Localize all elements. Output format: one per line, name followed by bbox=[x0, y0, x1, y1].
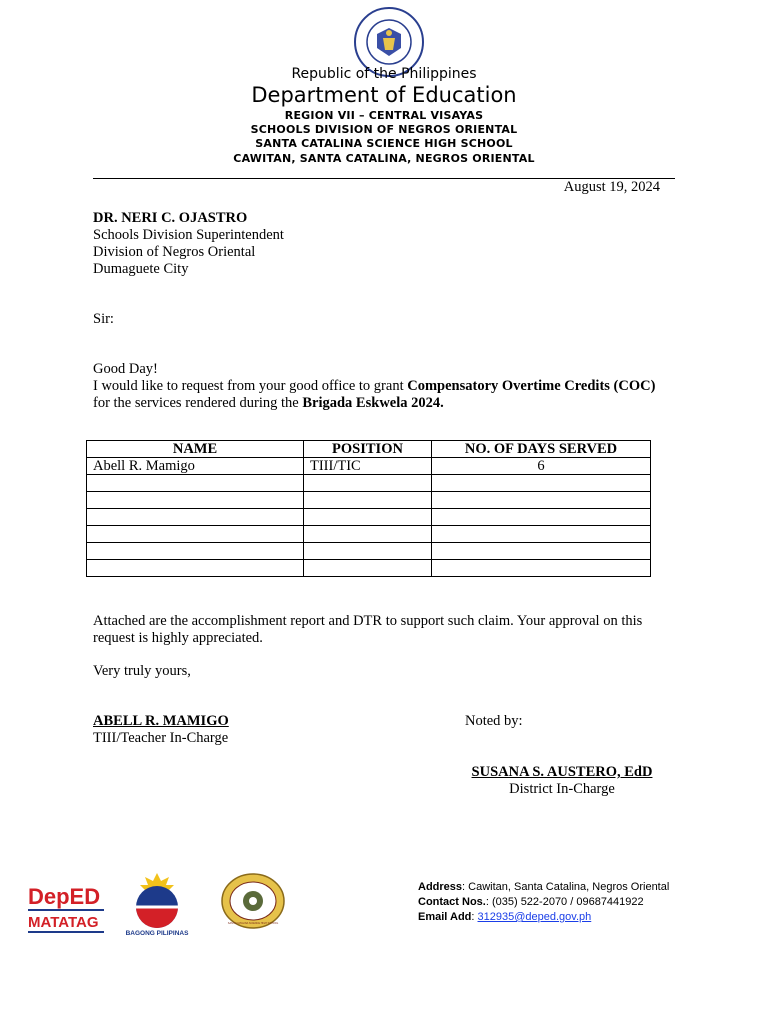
recipient-city: Dumaguete City bbox=[93, 261, 189, 277]
division-line: SCHOOLS DIVISION OF NEGROS ORIENTAL bbox=[250, 123, 518, 137]
footer-contact-nos bbox=[418, 895, 678, 910]
table-row bbox=[87, 475, 651, 492]
email-link[interactable]: 312935@deped.gov.ph bbox=[477, 911, 592, 923]
col-header-days: NO. OF DAYS SERVED bbox=[432, 441, 651, 458]
noted-label: Noted by: bbox=[465, 713, 523, 729]
cell-days bbox=[432, 526, 651, 543]
valediction: Very truly yours, bbox=[93, 663, 191, 679]
footer-email bbox=[418, 910, 678, 925]
address-value: : Cawitan, Santa Catalina, Negros Oriental bbox=[462, 881, 670, 893]
table-row bbox=[87, 560, 651, 577]
bagong-pilipinas-logo bbox=[116, 871, 198, 937]
cell-days bbox=[432, 543, 651, 560]
cell-position bbox=[304, 509, 432, 526]
cell-position bbox=[304, 475, 432, 492]
closing-paragraph: Attached are the accomplishment report and DTR to support such claim. Your approval on this request is highly appreciated. bbox=[93, 613, 643, 646]
header-lines bbox=[0, 109, 768, 166]
school-line: SANTA CATALINA SCIENCE HIGH SCHOOL bbox=[255, 137, 513, 151]
service-table bbox=[86, 440, 651, 577]
cell-name bbox=[87, 509, 304, 526]
table-row bbox=[87, 458, 651, 475]
noted-name: SUSANA S. AUSTERO, EdD bbox=[471, 764, 653, 780]
cell-days bbox=[432, 492, 651, 509]
signatory-name: ABELL R. MAMIGO bbox=[93, 713, 229, 729]
letter-date: August 19, 2024 bbox=[563, 179, 660, 195]
recipient-org: Division of Negros Oriental bbox=[93, 244, 256, 260]
recipient-name: DR. NERI C. OJASTRO bbox=[93, 210, 248, 226]
cell-position bbox=[304, 543, 432, 560]
signatory-title: TIII/Teacher In-Charge bbox=[93, 730, 229, 746]
logo2-text: BAGONG PILIPINAS bbox=[125, 930, 189, 937]
cell-name bbox=[87, 543, 304, 560]
school-seal-logo bbox=[220, 872, 286, 930]
table-row bbox=[87, 509, 651, 526]
cell-days bbox=[432, 475, 651, 492]
table-row bbox=[87, 492, 651, 509]
recipient-title: Schools Division Superintendent bbox=[93, 227, 284, 243]
republic-label: Republic of the Philippines bbox=[291, 66, 477, 82]
location-line: CAWITAN, SANTA CATALINA, NEGROS ORIENTAL bbox=[233, 151, 535, 165]
region-line: REGION VII – CENTRAL VISAYAS bbox=[284, 109, 484, 122]
letter-body bbox=[93, 361, 663, 412]
noted-block bbox=[465, 764, 659, 798]
table-row bbox=[87, 543, 651, 560]
cell-position bbox=[304, 560, 432, 577]
table-row bbox=[87, 526, 651, 543]
logo1-bottom-text: MATATAG bbox=[28, 914, 99, 931]
col-header-position: POSITION bbox=[304, 441, 432, 458]
deped-matatag-logo bbox=[26, 876, 106, 936]
table-header-row bbox=[87, 441, 651, 458]
cell-name: Abell R. Mamigo bbox=[87, 458, 304, 475]
logo1-top-text: DepED bbox=[28, 884, 101, 909]
cell-days bbox=[432, 509, 651, 526]
greeting: Good Day! bbox=[93, 361, 158, 377]
request-text-2: for the services rendered during the bbox=[93, 395, 303, 411]
address-label: Address bbox=[418, 881, 463, 893]
cell-position: TIII/TIC bbox=[304, 458, 432, 475]
cell-days bbox=[432, 560, 651, 577]
cell-name bbox=[87, 560, 304, 577]
coc-bold: Compensatory Overtime Credits (COC) bbox=[407, 378, 656, 394]
cell-position bbox=[304, 492, 432, 509]
footer-contact bbox=[418, 880, 678, 925]
cell-name bbox=[87, 475, 304, 492]
logo3-text: SANTA CATALINA SCIENCE HIGH SCHOOL bbox=[227, 922, 279, 925]
footer-address bbox=[418, 880, 678, 895]
cell-position bbox=[304, 526, 432, 543]
email-separator: : bbox=[471, 911, 478, 923]
brigada-bold: Brigada Eskwela 2024. bbox=[302, 395, 444, 411]
cell-name bbox=[87, 526, 304, 543]
cell-days: 6 bbox=[432, 458, 651, 475]
request-text-1: I would like to request from your good office to grant bbox=[93, 378, 408, 394]
noted-title: District In-Charge bbox=[509, 781, 615, 797]
department-title: Department of Education bbox=[251, 83, 517, 107]
cell-name bbox=[87, 492, 304, 509]
col-header-name: NAME bbox=[87, 441, 304, 458]
contact-value: : (035) 522-2070 / 09687441922 bbox=[485, 896, 644, 908]
salutation: Sir: bbox=[93, 311, 114, 327]
recipient-block bbox=[93, 210, 284, 278]
signatory-block bbox=[93, 713, 229, 747]
email-label: Email Add bbox=[418, 911, 472, 923]
contact-label: Contact Nos. bbox=[418, 896, 486, 908]
request-paragraph bbox=[93, 378, 663, 412]
